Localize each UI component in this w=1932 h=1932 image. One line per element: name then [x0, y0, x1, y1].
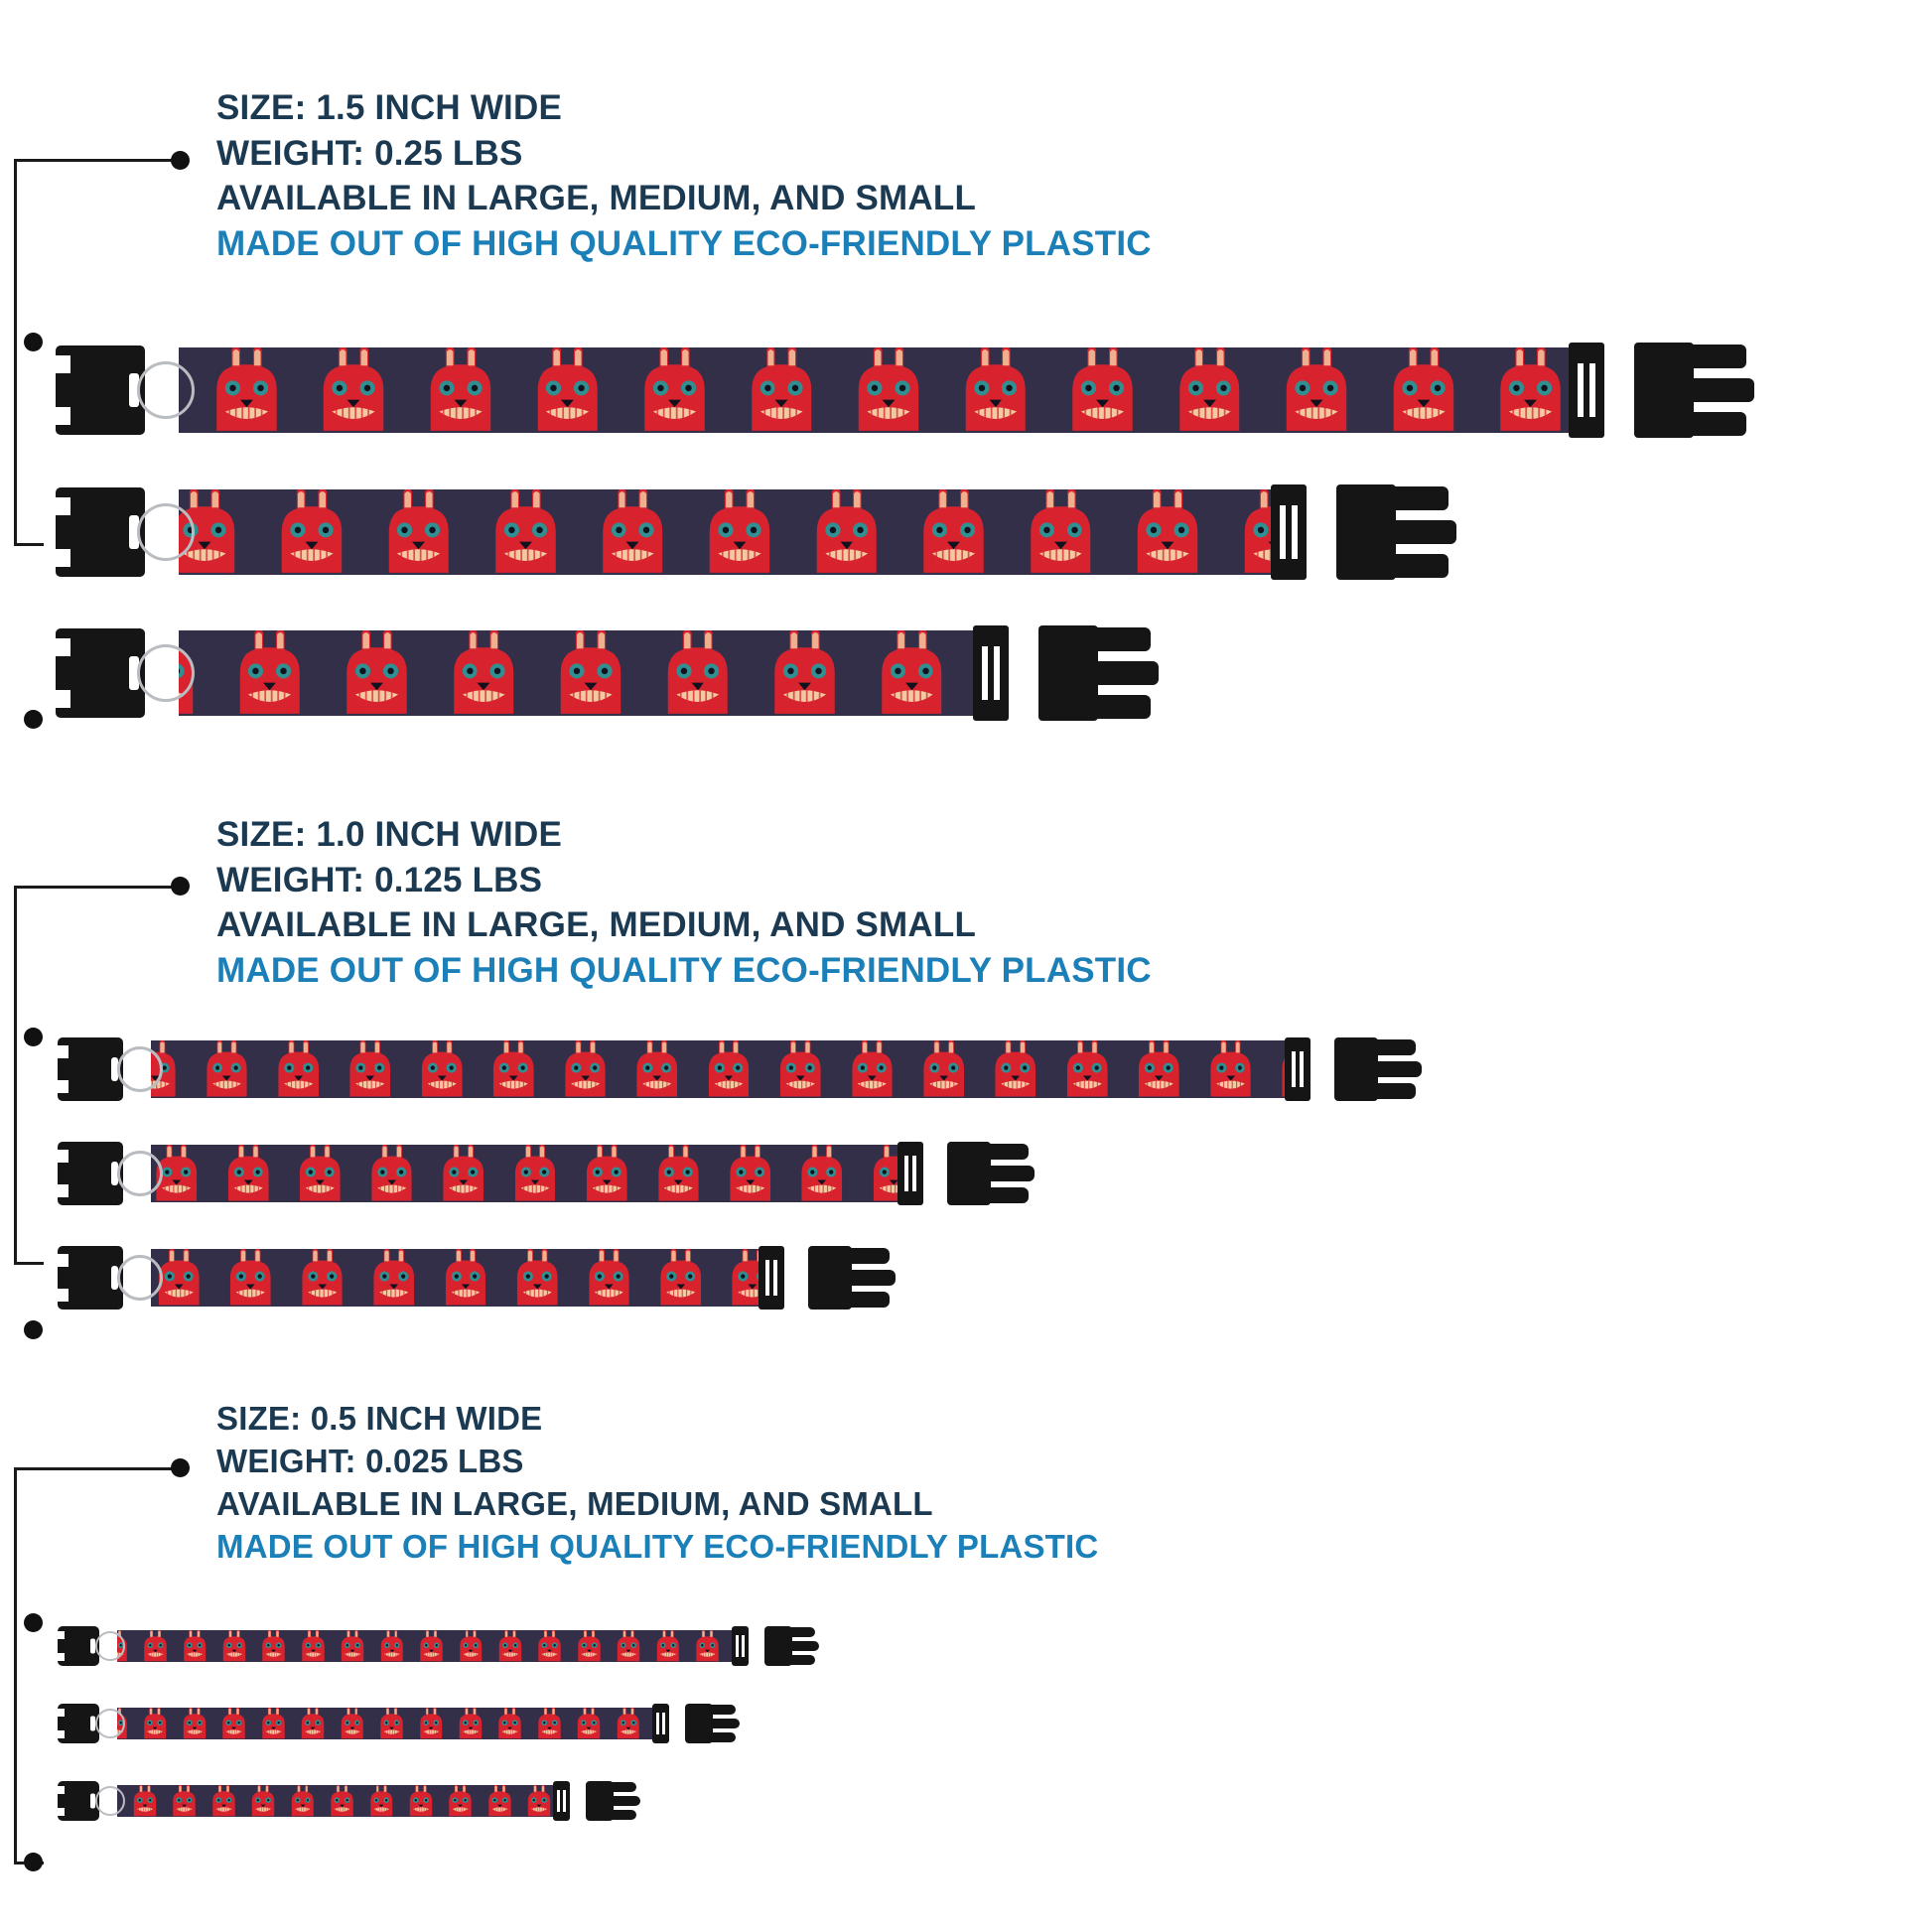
side-release-buckle-icon — [58, 1037, 123, 1101]
collar-small[interactable] — [56, 625, 1098, 721]
side-release-buckle-icon — [58, 1704, 99, 1743]
collar-strap — [151, 1249, 780, 1307]
spec-availability: AVAILABLE IN LARGE, MEDIUM, AND SMALL — [216, 905, 977, 944]
collar-strap — [151, 1040, 1307, 1098]
buckle-male-end-icon — [1334, 1037, 1378, 1101]
d-ring-icon — [95, 1709, 125, 1738]
d-ring-icon — [117, 1151, 163, 1196]
buckle-male-end-icon — [947, 1142, 991, 1205]
d-ring-icon — [95, 1786, 125, 1816]
buckle-male-end-icon — [764, 1626, 792, 1666]
buckle-male-end-icon — [1336, 484, 1396, 580]
collar-large[interactable] — [58, 1037, 1378, 1101]
collar-strap — [179, 630, 1003, 716]
d-ring-icon — [117, 1255, 163, 1301]
collar-medium[interactable] — [56, 484, 1396, 580]
spec-availability: AVAILABLE IN LARGE, MEDIUM, AND SMALL — [216, 179, 977, 217]
leader-dot-bottom — [24, 1853, 43, 1871]
buckle-male-end-icon — [1634, 343, 1694, 438]
leader-dot-top — [24, 1028, 43, 1046]
tri-glide-slider-icon — [1271, 484, 1307, 580]
d-ring-icon — [117, 1046, 163, 1092]
collar-strap — [117, 1785, 567, 1817]
tri-glide-slider-icon — [973, 625, 1009, 721]
spec-weight: WEIGHT: 0.125 LBS — [216, 860, 543, 899]
leader-dot-top — [24, 333, 43, 351]
spec-block — [216, 1398, 1098, 1569]
collar-small[interactable] — [58, 1246, 852, 1310]
collar-strap — [117, 1630, 746, 1662]
d-ring-icon — [137, 644, 195, 702]
side-release-buckle-icon — [58, 1626, 99, 1666]
collar-strap — [179, 489, 1301, 575]
side-release-buckle-icon — [56, 487, 145, 577]
tri-glide-slider-icon — [759, 1246, 784, 1310]
spec-material: MADE OUT OF HIGH QUALITY ECO-FRIENDLY PLASTIC — [216, 1527, 1099, 1565]
collar-strap — [179, 347, 1598, 433]
side-release-buckle-icon — [56, 628, 145, 718]
spec-availability: AVAILABLE IN LARGE, MEDIUM, AND SMALL — [216, 1484, 933, 1522]
spec-material: MADE OUT OF HIGH QUALITY ECO-FRIENDLY PLASTIC — [216, 223, 1152, 263]
spec-size: SIZE: 1.0 INCH WIDE — [216, 815, 563, 854]
spec-size: SIZE: 1.5 INCH WIDE — [216, 88, 563, 127]
collar-large[interactable] — [56, 343, 1694, 438]
leader-dot-top — [24, 1613, 43, 1632]
collar-strap — [151, 1145, 919, 1202]
spec-block — [216, 85, 1152, 266]
tri-glide-slider-icon — [553, 1781, 570, 1821]
spec-block — [216, 812, 1152, 993]
spec-size: SIZE: 0.5 INCH WIDE — [216, 1400, 543, 1437]
spec-weight: WEIGHT: 0.025 LBS — [216, 1442, 524, 1479]
buckle-male-end-icon — [685, 1704, 713, 1743]
tri-glide-slider-icon — [897, 1142, 923, 1205]
collar-strap — [117, 1708, 666, 1739]
tri-glide-slider-icon — [1569, 343, 1604, 438]
side-release-buckle-icon — [58, 1781, 99, 1821]
tri-glide-slider-icon — [732, 1626, 749, 1666]
collar-medium[interactable] — [58, 1704, 713, 1743]
buckle-male-end-icon — [586, 1781, 614, 1821]
d-ring-icon — [137, 503, 195, 561]
collar-large[interactable] — [58, 1626, 792, 1666]
tri-glide-slider-icon — [652, 1704, 669, 1743]
leader-dot-bottom — [24, 1320, 43, 1339]
leader-dot-bottom — [24, 710, 43, 729]
buckle-male-end-icon — [808, 1246, 852, 1310]
d-ring-icon — [95, 1631, 125, 1661]
side-release-buckle-icon — [56, 345, 145, 435]
leader-dot-callout — [171, 877, 190, 896]
leader-dot-callout — [171, 151, 190, 170]
collar-small[interactable] — [58, 1781, 614, 1821]
side-release-buckle-icon — [58, 1246, 123, 1310]
collar-medium[interactable] — [58, 1142, 991, 1205]
leader-dot-callout — [171, 1458, 190, 1477]
side-release-buckle-icon — [58, 1142, 123, 1205]
buckle-male-end-icon — [1038, 625, 1098, 721]
tri-glide-slider-icon — [1285, 1037, 1311, 1101]
spec-weight: WEIGHT: 0.25 LBS — [216, 133, 523, 173]
d-ring-icon — [137, 361, 195, 419]
spec-material: MADE OUT OF HIGH QUALITY ECO-FRIENDLY PLASTIC — [216, 950, 1152, 990]
